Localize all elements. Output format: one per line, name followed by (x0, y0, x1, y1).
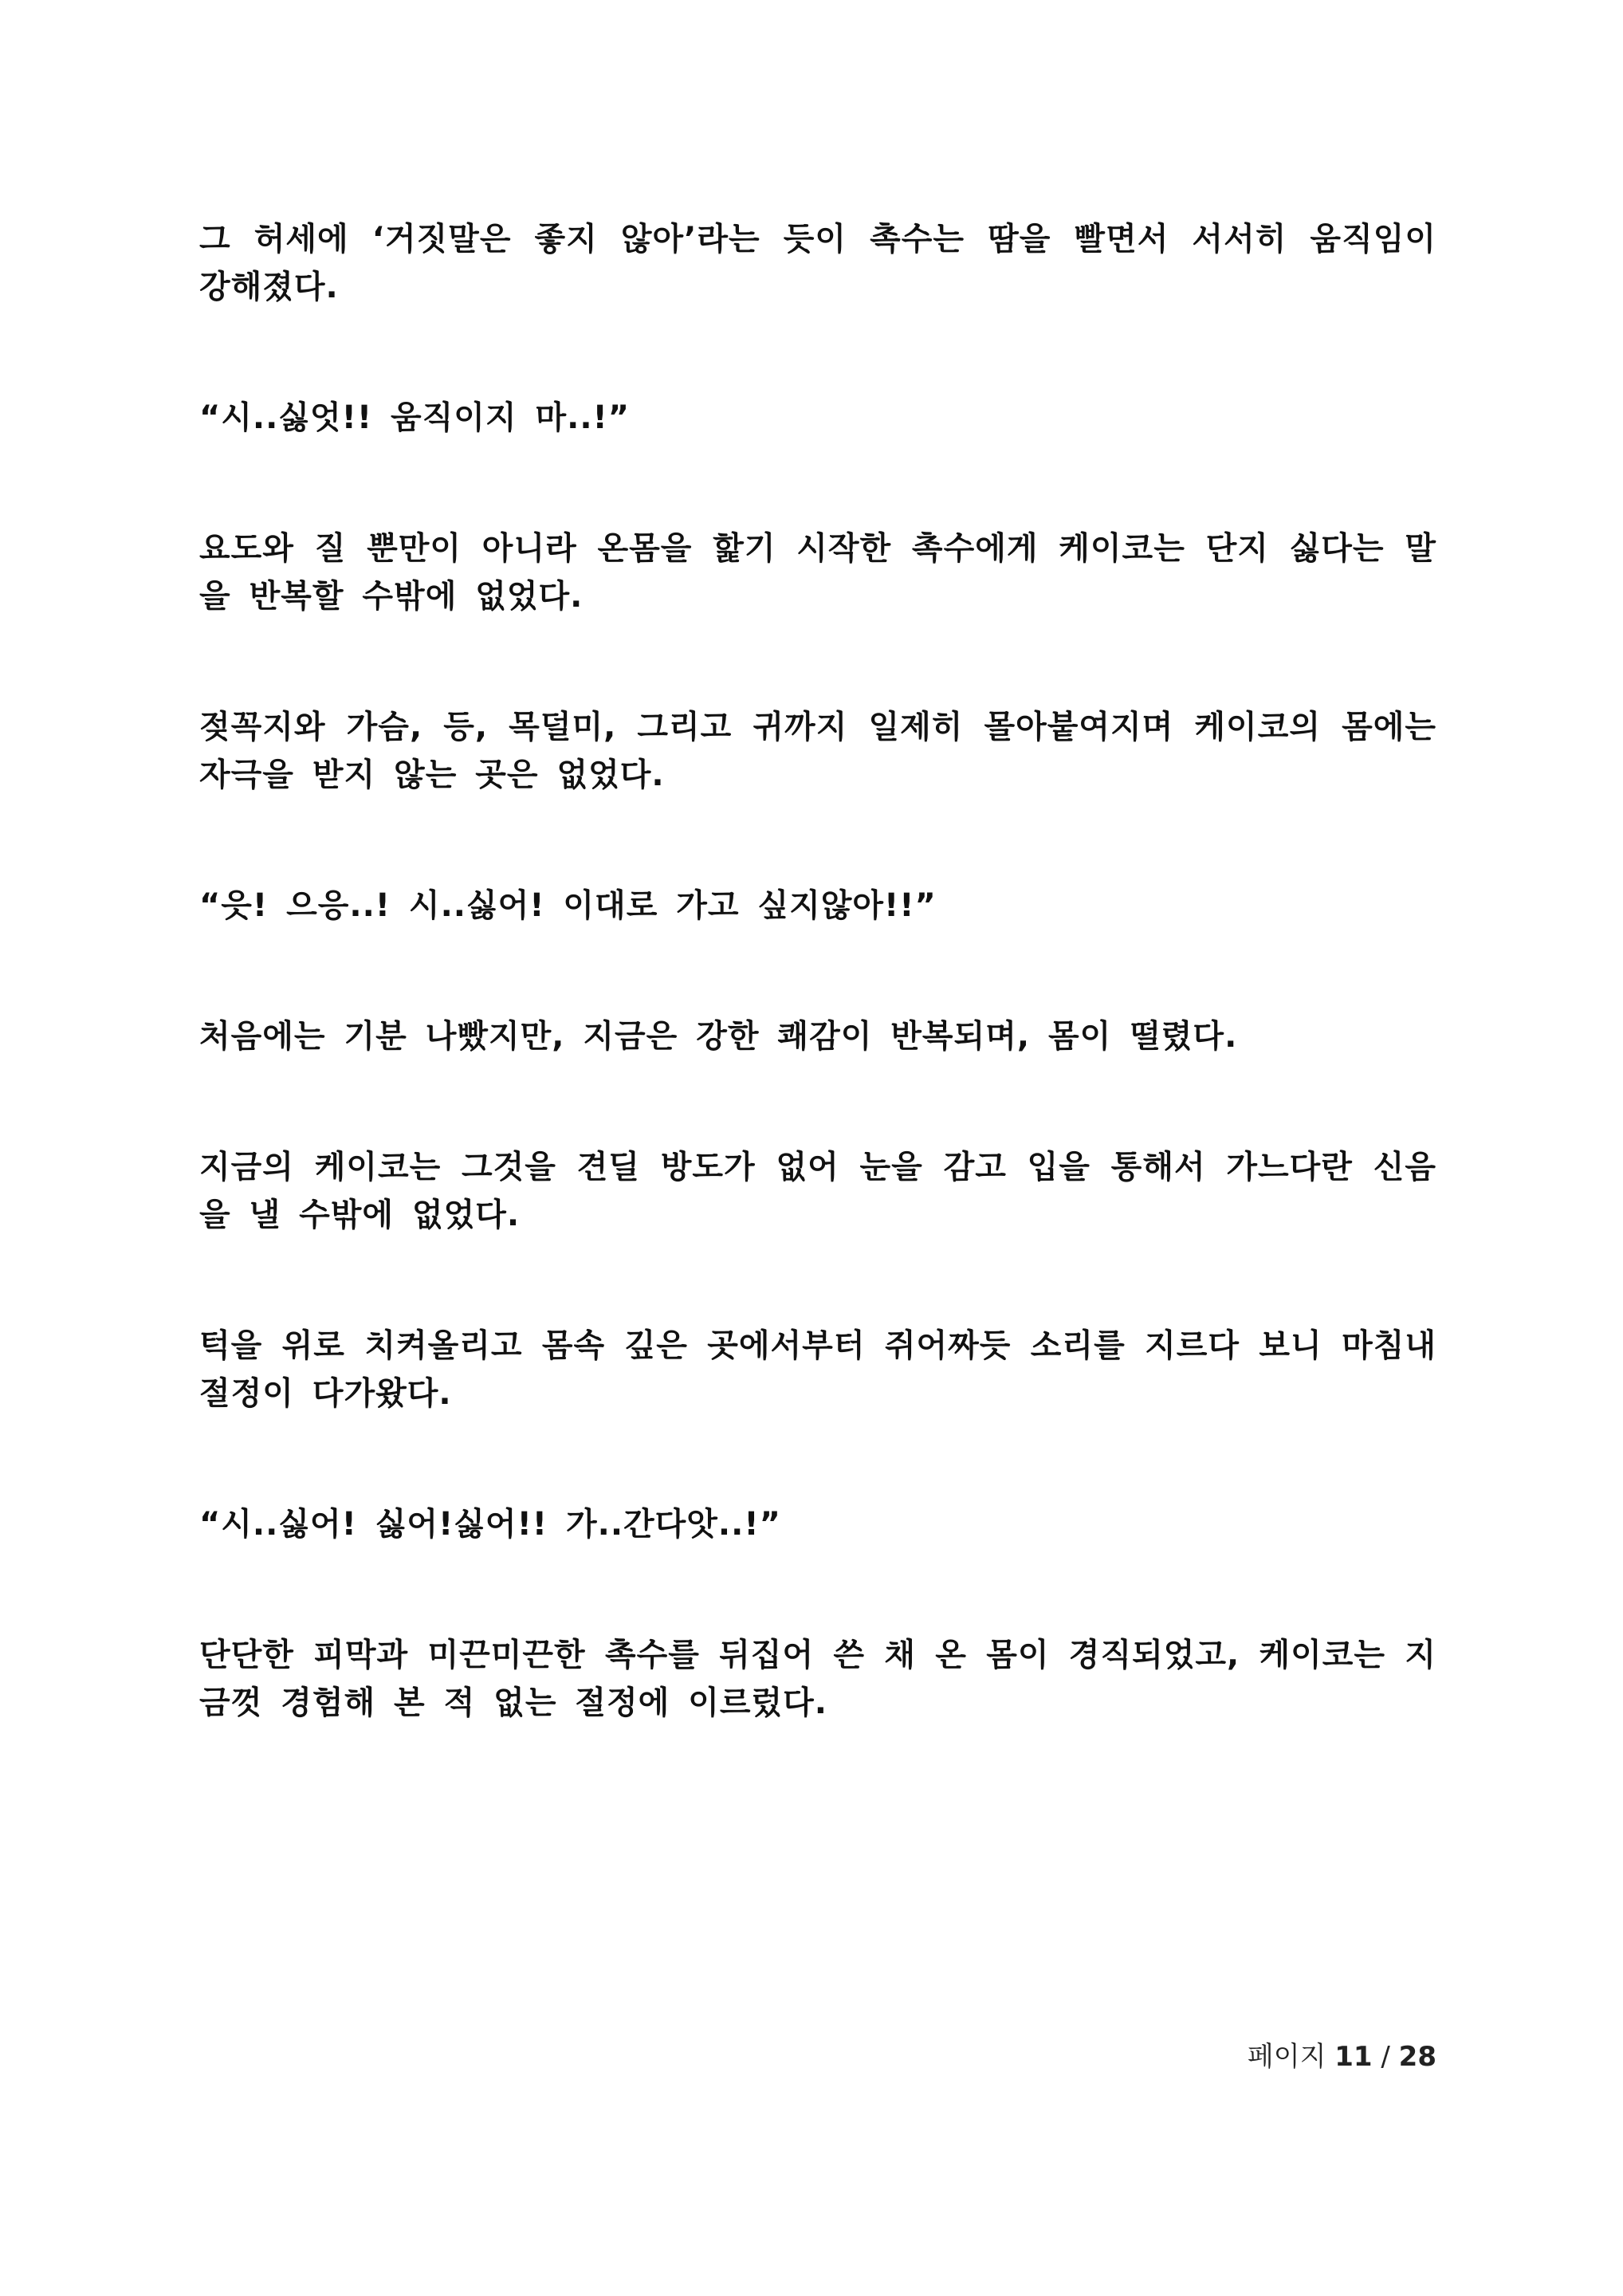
paragraph-2: “시..싫엇!! 움직이지 마..!” (199, 399, 631, 436)
paragraph-10: 단단한 피막과 미끈미끈한 촉수를 뒤집어 쓴 채 온 몸이 경직되었고, 케이코는 지금껏 경험해 본 적 없는 절정에 이르렀다. (199, 1637, 1436, 1721)
current-page-number: 11 (1334, 2041, 1373, 2073)
paragraph-9: “시..싫어! 싫어!싫어!! 가..간다앗..!” (199, 1506, 781, 1543)
paragraph-8: 턱을 위로 치켜올리고 몸속 깊은 곳에서부터 쥐어짜듯 소리를 지르다 보니 마침내 절정이 다가왔다. (199, 1327, 1436, 1412)
page-body (199, 215, 1436, 1810)
total-page-count: 28 (1398, 2041, 1436, 2073)
paragraph-4: 젖꼭지와 가슴, 등, 목덜미, 그리고 귀까지 일제히 몰아붙여지며 케이코의 몸에는 자극을 받지 않는 곳은 없었다. (199, 709, 1436, 793)
paragraph-7: 지금의 케이코는 그것을 견딜 방도가 없어 눈을 감고 입을 통해서 가느다란 신음을 낼 수밖에 없었다. (199, 1149, 1436, 1233)
paragraph-1: 그 허세에 ‘거짓말은 좋지 않아’라는 듯이 촉수는 땀을 빨면서 서서히 움직임이 강해졌다. (199, 221, 1436, 305)
paragraph-3: 요도와 질 뿐만이 아니라 온몸을 핥기 시작한 촉수에게 케이코는 단지 싫다는 말을 반복할 수밖에 없었다. (199, 530, 1436, 615)
page-separator: / (1381, 2041, 1390, 2073)
paragraph-6: 처음에는 기분 나빴지만, 지금은 강한 쾌감이 반복되며, 몸이 떨렸다. (199, 1018, 1238, 1055)
page-label: 페이지 (1247, 2041, 1326, 2073)
paragraph-5: “읏! 으응..! 시..싫어! 이대로 가고 싶지않아!!” (199, 887, 937, 924)
page-number-footer (1248, 2035, 1436, 2074)
